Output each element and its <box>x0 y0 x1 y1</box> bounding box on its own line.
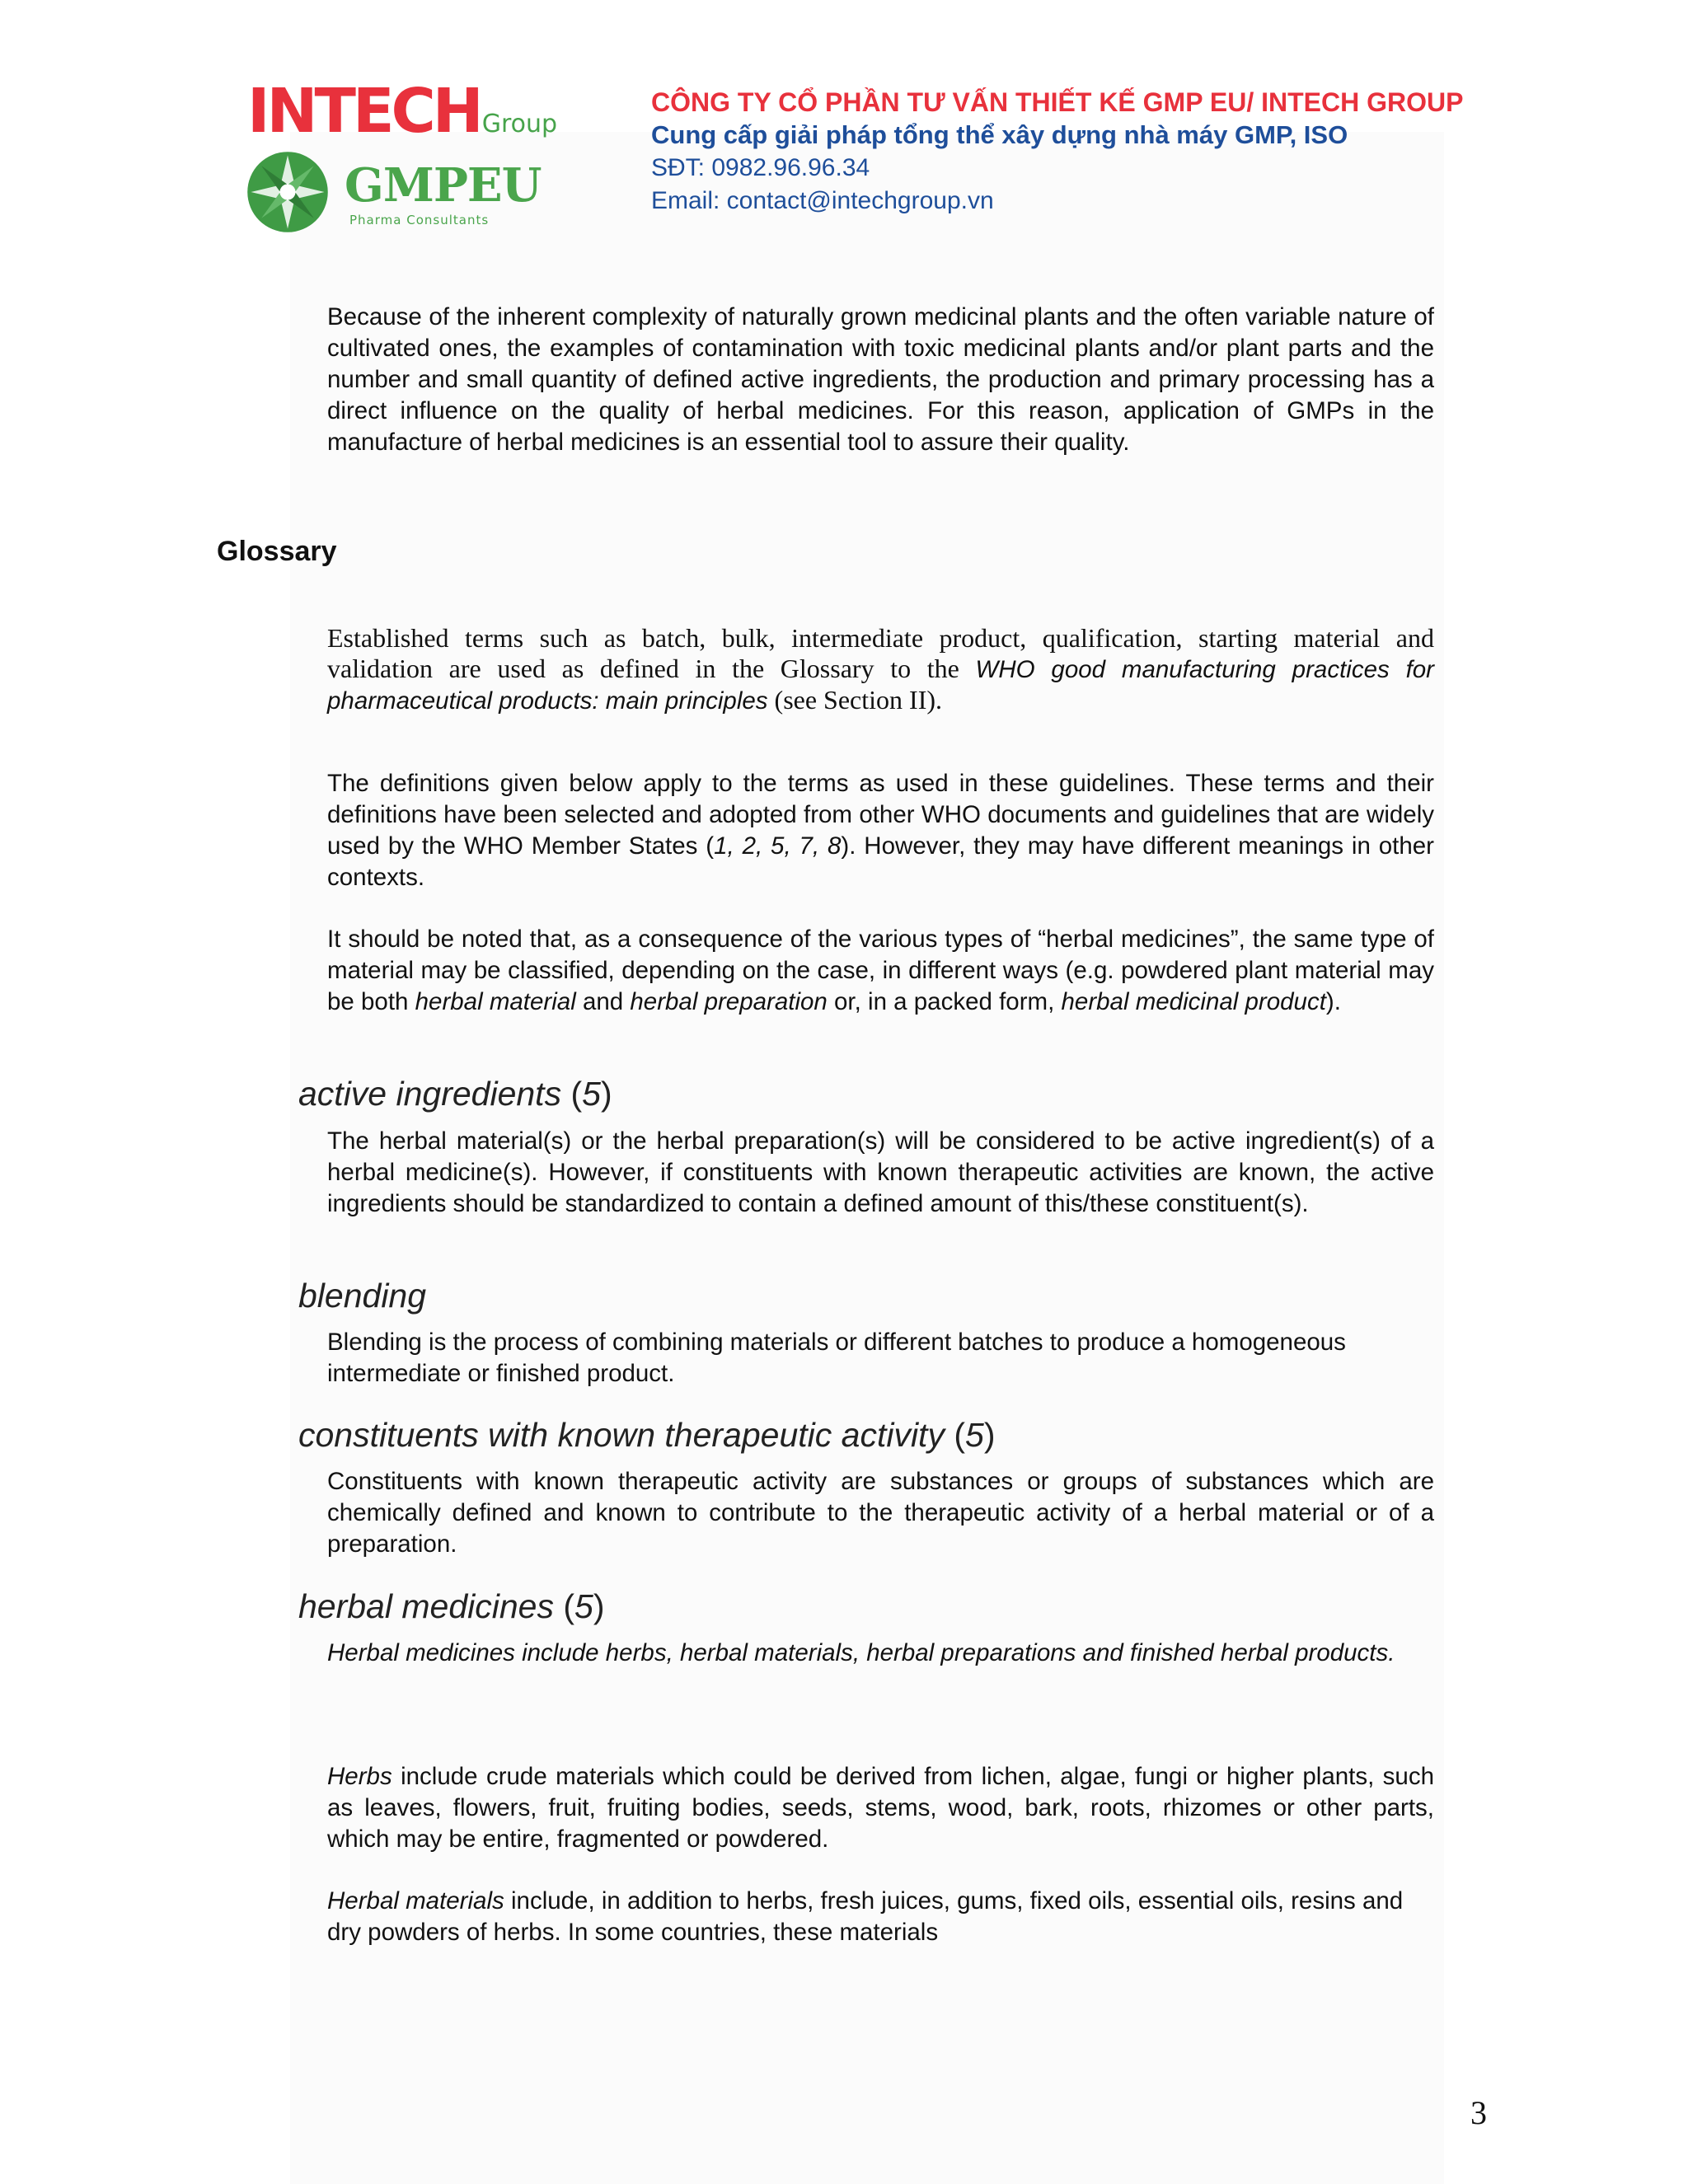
page-number: 3 <box>1470 2094 1487 2131</box>
term-reference-number: 5 <box>574 1587 593 1625</box>
definition-active-ingredients: The herbal material(s) or the herbal preparation(s) will be considered to be active ingredient(s) of a herbal medicine(s). However, if constituents with known therapeutic activities are known, the active ingredients should be standardized to contain a defined amount of this/these constituent(s). <box>327 1127 1434 1217</box>
gmp-logo-subtitle: Pharma Consultants <box>349 213 490 227</box>
term-label: active ingredients <box>298 1075 562 1113</box>
letterhead <box>0 0 1688 247</box>
herbal-materials-paragraph <box>327 1886 1415 1948</box>
definition-blending: Blending is the process of combining materials or different batches to produce a homogeneous intermediate or finished product. <box>327 1329 1346 1387</box>
term-active-ingredients <box>298 1075 612 1113</box>
established-text-start: Established terms such as batch, bulk, intermediate product, qualification, starting material and validation are used as defined in the Glossary to the <box>327 623 1434 683</box>
definitions-paragraph <box>327 768 1434 893</box>
company-email[interactable]: Email: contact@intechgroup.vn <box>651 187 994 214</box>
company-name: CÔNG TY CỔ PHẦN TƯ VẤN THIẾT KẾ GMP EU/ INTECH GROUP <box>651 87 1464 117</box>
note-text-3: or, in a packed form, <box>827 988 1062 1015</box>
note-text-4: ). <box>1325 988 1341 1015</box>
definitions-text-start: The definitions given below apply to the terms as used in these guidelines. These terms and their definitions have been selected and adopted from other WHO documents and guidelines that are widely used by the WHO Member States ( <box>327 770 1434 860</box>
herbs-paragraph <box>327 1761 1434 1855</box>
intech-group-logo <box>247 76 558 147</box>
herbal-materials-text: include, in addition to herbs, fresh juices, gums, fixed oils, essential oils, resins and dry powders of herbs. In some countries, these materials <box>327 1887 1404 1946</box>
who-gmp-title: WHO good manufacturing practices for pharmaceutical products: main principles <box>327 656 1434 715</box>
herbs-text: include crude materials which could be derived from lichen, algae, fungi or higher plants, such as leaves, flowers, fruit, fruiting bodies, seeds, stems, wood, bark, roots, rhizomes or other parts, which may be entire, fragmented or powdered. <box>327 1763 1434 1853</box>
intech-logo-group-text: Group <box>481 110 558 138</box>
glossary-heading: Glossary <box>217 536 337 567</box>
definitions-references: 1, 2, 5, 7, 8 <box>714 832 842 860</box>
note-text-2: and <box>575 988 631 1015</box>
term-reference-number: 5 <box>582 1075 601 1113</box>
term-reference-number: 5 <box>965 1416 984 1454</box>
leaf-emblem-icon <box>244 148 331 236</box>
company-info <box>651 86 1463 218</box>
herbs-term: Herbs <box>327 1763 392 1790</box>
note-italic-herbal-material: herbal material <box>415 988 576 1015</box>
note-paragraph <box>327 924 1434 1018</box>
definition-herbal-medicines: Herbal medicines include herbs, herbal materials, herbal preparations and finished herbal products. <box>327 1639 1395 1666</box>
established-text-end: (see Section II). <box>767 685 942 715</box>
term-reference: (5) <box>954 1416 996 1454</box>
gmp-eu-logo <box>244 148 541 239</box>
intech-logo-text: INTECH <box>247 76 481 147</box>
note-italic-herbal-medicinal-product: herbal medicinal product <box>1061 988 1326 1015</box>
term-reference: (5) <box>570 1075 612 1113</box>
gmp-logo-name: GMPEU <box>345 158 542 213</box>
company-phone: SĐT: 0982.96.96.34 <box>651 154 870 181</box>
term-label: herbal medicines <box>298 1587 554 1625</box>
note-text-1: It should be noted that, as a consequence of the various types of “herbal medicines”, the same type of material may be classified, depending on the case, in different ways (e.g. powdered plant material may be both <box>327 926 1434 1015</box>
term-blending: blending <box>298 1277 427 1315</box>
term-label: constituents with known therapeutic activity <box>298 1416 945 1454</box>
herbal-materials-term: Herbal materials <box>327 1887 504 1915</box>
intro-paragraph: Because of the inherent complexity of naturally grown medicinal plants and the often variable nature of cultivated ones, the examples of contamination with toxic medicinal plants and/or plant parts and the number and small quantity of defined active ingredients, the production and primary processing has a direct influence on the quality of herbal medicines. For this reason, application of GMPs in the manufacture of herbal medicines is an essential tool to assure their quality. <box>327 303 1434 456</box>
term-herbal-medicines <box>298 1587 604 1626</box>
note-italic-herbal-preparation: herbal preparation <box>630 988 828 1015</box>
term-reference: (5) <box>563 1587 605 1625</box>
definitions-text-end: ). However, they may have different meanings in other contexts. <box>327 832 1435 891</box>
established-terms-paragraph <box>327 623 1434 716</box>
term-constituents <box>298 1416 995 1455</box>
company-tagline: Cung cấp giải pháp tổng thể xây dựng nhà máy GMP, ISO <box>651 120 1348 149</box>
definition-constituents: Constituents with known therapeutic activity are substances or groups of substances which are chemically defined and known to contribute to the therapeutic activity of a herbal material or of a preparation. <box>327 1468 1434 1558</box>
